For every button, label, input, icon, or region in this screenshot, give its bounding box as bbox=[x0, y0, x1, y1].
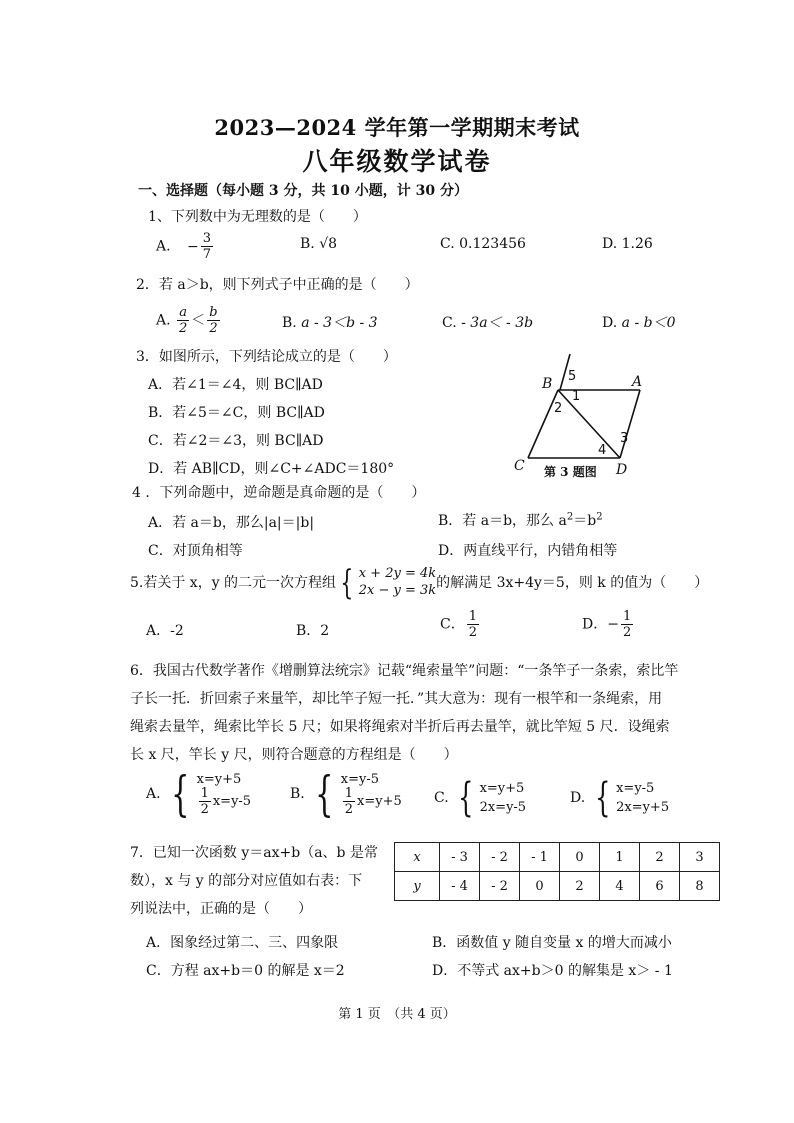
q7-x-label: x bbox=[395, 843, 440, 872]
q7-y-cell: 0 bbox=[520, 872, 560, 901]
q5-system bbox=[336, 563, 437, 603]
q6-option-b: B. { x=y-5 $\frac{1}{2}$ x=y+5 bbox=[290, 766, 402, 822]
fig-label-D: D bbox=[616, 462, 628, 478]
q7-line1: 7．已知一次函数 y＝ax+b（a、b 是常 bbox=[130, 845, 378, 861]
q5-eq1: x + 2y = 4k bbox=[358, 566, 437, 582]
q2-option-d bbox=[602, 312, 676, 332]
q1-c-label: C. bbox=[440, 236, 455, 252]
q7-y-label: y bbox=[395, 872, 440, 901]
q5-d-den: 2 bbox=[622, 625, 632, 640]
q6-b-num: 1 bbox=[344, 786, 354, 802]
q2-b-text: a - 3＜b - 3 bbox=[301, 315, 378, 331]
q1-option-b bbox=[300, 236, 337, 252]
q7-option-c: C．方程 ax+b＝0 的解是 x＝2 bbox=[146, 963, 345, 979]
q7-x-cell: - 1 bbox=[520, 843, 560, 872]
fig-label-A: A bbox=[632, 374, 643, 390]
fig-line-BD bbox=[558, 390, 620, 458]
q7-y-cell: - 4 bbox=[440, 872, 480, 901]
q2-option-c bbox=[442, 312, 533, 332]
q1-a-fraction bbox=[201, 232, 213, 261]
q5-option-c bbox=[440, 610, 481, 639]
q2-b-label: B. bbox=[282, 315, 297, 331]
q6-line3: 绳索去量竿，绳索比竿长 5 尺；如果将绳索对半折后再去量竿，就比竿短 5 尺．设绳索 bbox=[130, 719, 670, 735]
q6-option-d: D. { x=y-5 2x=y+5 bbox=[570, 775, 670, 821]
q6-d-eq2: 2x=y+5 bbox=[616, 800, 670, 815]
q6-b-eq1: x=y-5 bbox=[340, 771, 379, 787]
q5-stem-prefix: 5.若关于 x，y 的二元一次方程组 bbox=[130, 575, 337, 591]
exam-subtitle: 八年级数学试卷 bbox=[302, 147, 492, 176]
q6-d-eq1: x=y-5 bbox=[616, 780, 655, 796]
q7-y-cell: 6 bbox=[640, 872, 680, 901]
q1-d-text: 1.2̇6̇ bbox=[621, 236, 653, 252]
q1-option-a bbox=[156, 232, 215, 261]
fig-angle-3: 3 bbox=[620, 431, 629, 446]
q6-line1: 6．我国古代数学著作《增删算法统宗》记载“绳索量竿”问题：“一条竿子一条索，索比竿 bbox=[130, 663, 679, 679]
q7-y-cell: 2 bbox=[560, 872, 600, 901]
q7-line2: 数），x 与 y 的部分对应值如右表：下 bbox=[130, 873, 363, 889]
q3-figure bbox=[510, 350, 650, 482]
q2-a-num2: b bbox=[209, 305, 218, 320]
fig-caption: 第 3 题图 bbox=[544, 465, 597, 479]
q2-a-rel: ＜ bbox=[191, 312, 206, 329]
q7-x-cell: - 2 bbox=[480, 843, 520, 872]
q2-c-label: C. bbox=[442, 315, 457, 331]
q2-d-text: a - b＜0 bbox=[621, 315, 676, 331]
q2-c-text: - 3a＜ - 3b bbox=[461, 315, 534, 331]
q7-x-cell: 2 bbox=[640, 843, 680, 872]
q6-option-a: A. { x=y+5 $\frac{1}{2}$ x=y-5 bbox=[146, 766, 252, 822]
q1-b-text: √8 bbox=[319, 236, 338, 252]
q5-eq2: 2x − y = 3k bbox=[358, 583, 437, 598]
q4-b-prefix: B．若 a＝b，那么 a bbox=[438, 513, 567, 529]
q2-a-fraction2 bbox=[207, 306, 219, 335]
q2-a-label: A. bbox=[156, 312, 171, 329]
q6-option-c: C. { x=y+5 2x=y-5 bbox=[434, 775, 527, 821]
page-footer: 第 1 页 （共 4 页） bbox=[338, 1007, 456, 1022]
q6-a-den: 2 bbox=[200, 802, 209, 818]
q5-option-a bbox=[146, 620, 184, 640]
q5-b-label: B． bbox=[296, 623, 321, 639]
q4-b-sup2: 2 bbox=[596, 511, 603, 523]
q7-line3: 列说法中，正确的是（ ） bbox=[130, 901, 312, 917]
q4-option-a: A．若 a＝b，那么|a|＝|b| bbox=[148, 515, 315, 531]
q3-option-b: B．若∠5＝∠C，则 BC∥AD bbox=[148, 405, 325, 421]
q5-option-b bbox=[296, 620, 329, 640]
fig-label-C: C bbox=[514, 458, 525, 474]
q4-option-c: C．对顶角相等 bbox=[148, 543, 243, 559]
q4-b-sup1: 2 bbox=[566, 511, 574, 523]
q2-option-a bbox=[156, 306, 222, 335]
q1-option-c bbox=[440, 236, 526, 252]
q2-a-den2: 2 bbox=[209, 321, 218, 336]
q7-value-table bbox=[394, 842, 720, 901]
q1-c-text: 0.123456 bbox=[459, 236, 526, 252]
q6-c-eq1: x=y+5 bbox=[479, 780, 525, 796]
q1-stem: 1、下列数中为无理数的是（ ） bbox=[148, 209, 367, 225]
q4-stem: 4 ．下列命题中，逆命题是真命题的是（ ） bbox=[132, 485, 426, 501]
q2-option-b bbox=[282, 312, 378, 332]
q5-brace: { bbox=[340, 563, 354, 603]
q1-b-label: B. bbox=[300, 236, 315, 252]
q7-x-cell: 3 bbox=[680, 843, 720, 872]
q6-line4: 长 x 尺，竿长 y 尺，则符合题意的方程组是（ ） bbox=[130, 747, 458, 763]
q5-c-num: 1 bbox=[468, 609, 477, 624]
q5-c-label: C． bbox=[440, 616, 465, 633]
q2-stem: 2．若 a＞b，则下列式子中正确的是（ ） bbox=[136, 277, 419, 293]
q5-b-text: 2 bbox=[320, 623, 330, 639]
fig-angle-4: 4 bbox=[598, 443, 607, 458]
q6-line2: 子长一托．折回索子来量竿，却比竿子短一托．”其大意为：现有一根竿和一条绳索，用 bbox=[130, 691, 663, 707]
q7-table-row-x bbox=[395, 843, 720, 872]
q6-a-label: A. bbox=[146, 786, 161, 802]
q3-option-a: A．若∠1＝∠4，则 BC∥AD bbox=[148, 377, 323, 393]
q7-y-cell: 8 bbox=[680, 872, 720, 901]
q3-stem: 3．如图所示，下列结论成立的是（ ） bbox=[136, 349, 397, 365]
q2-d-label: D. bbox=[602, 315, 618, 331]
q6-b-eq2: x=y+5 bbox=[357, 794, 402, 810]
q1-a-label: A. bbox=[156, 238, 171, 255]
q1-d-label: D. bbox=[602, 236, 618, 252]
q5-a-label: A． bbox=[146, 623, 171, 639]
q7-x-cell: 1 bbox=[600, 843, 640, 872]
q1-a-sign: − bbox=[187, 238, 199, 255]
q4-b-mid: ＝b bbox=[573, 513, 597, 529]
q7-table-row-y bbox=[395, 872, 720, 901]
q5-a-text: -2 bbox=[170, 623, 184, 639]
fig-line-AD bbox=[620, 390, 640, 458]
q2-a-num1: a bbox=[179, 305, 188, 320]
q5-stem bbox=[130, 563, 709, 603]
q5-d-fraction bbox=[621, 610, 633, 639]
q1-a-denominator: 7 bbox=[202, 247, 212, 262]
q5-option-d bbox=[582, 610, 635, 639]
q6-b-label: B. bbox=[290, 786, 305, 802]
q5-d-num: 1 bbox=[622, 609, 632, 624]
fig-angle-1: 1 bbox=[572, 389, 581, 404]
q7-x-cell: 0 bbox=[560, 843, 600, 872]
q6-d-label: D. bbox=[570, 790, 586, 806]
q3-option-d: D．若 AB∥CD，则∠C+∠ADC＝180° bbox=[148, 461, 395, 477]
fig-angle-2: 2 bbox=[554, 401, 563, 416]
q7-option-b: B．函数值 y 随自变量 x 的增大而减小 bbox=[432, 935, 672, 951]
fig-angle-5: 5 bbox=[568, 369, 577, 384]
q6-c-label: C. bbox=[434, 790, 449, 806]
q7-y-cell: 4 bbox=[600, 872, 640, 901]
section-heading: 一、选择题（每小题 3 分，共 10 小题，计 30 分） bbox=[138, 183, 468, 199]
q6-c-eq2: 2x=y-5 bbox=[479, 800, 527, 815]
q1-option-d bbox=[602, 236, 653, 252]
q5-stem-suffix: 的解满足 3x+4y＝5，则 k 的值为（ ） bbox=[436, 575, 709, 591]
exam-title: 2023—2024 学年第一学期期末考试 bbox=[214, 115, 580, 140]
q1-a-numerator: 3 bbox=[202, 231, 212, 246]
q3-option-c: C．若∠2＝∠3，则 BC∥AD bbox=[148, 433, 324, 449]
q7-y-cell: - 2 bbox=[480, 872, 520, 901]
q4-option-d: D．两直线平行，内错角相等 bbox=[438, 543, 618, 559]
q6-b-den: 2 bbox=[344, 802, 354, 818]
q7-option-d: D．不等式 ax+b＞0 的解集是 x＞ - 1 bbox=[432, 963, 673, 979]
q2-a-fraction1 bbox=[177, 306, 189, 335]
q4-option-b bbox=[438, 510, 603, 530]
fig-label-B: B bbox=[542, 376, 553, 392]
q6-a-eq1: x=y+5 bbox=[196, 771, 242, 787]
q5-d-label: D． bbox=[582, 616, 608, 633]
q7-x-cell: - 3 bbox=[440, 843, 480, 872]
q5-c-den: 2 bbox=[468, 625, 477, 640]
q5-d-sign: − bbox=[607, 616, 619, 633]
q5-c-fraction bbox=[467, 610, 479, 639]
q7-option-a: A．图象经过第二、三、四象限 bbox=[146, 935, 339, 951]
q2-a-den1: 2 bbox=[179, 321, 188, 336]
q6-a-eq2: x=y-5 bbox=[212, 794, 252, 810]
q6-a-num: 1 bbox=[200, 786, 209, 802]
